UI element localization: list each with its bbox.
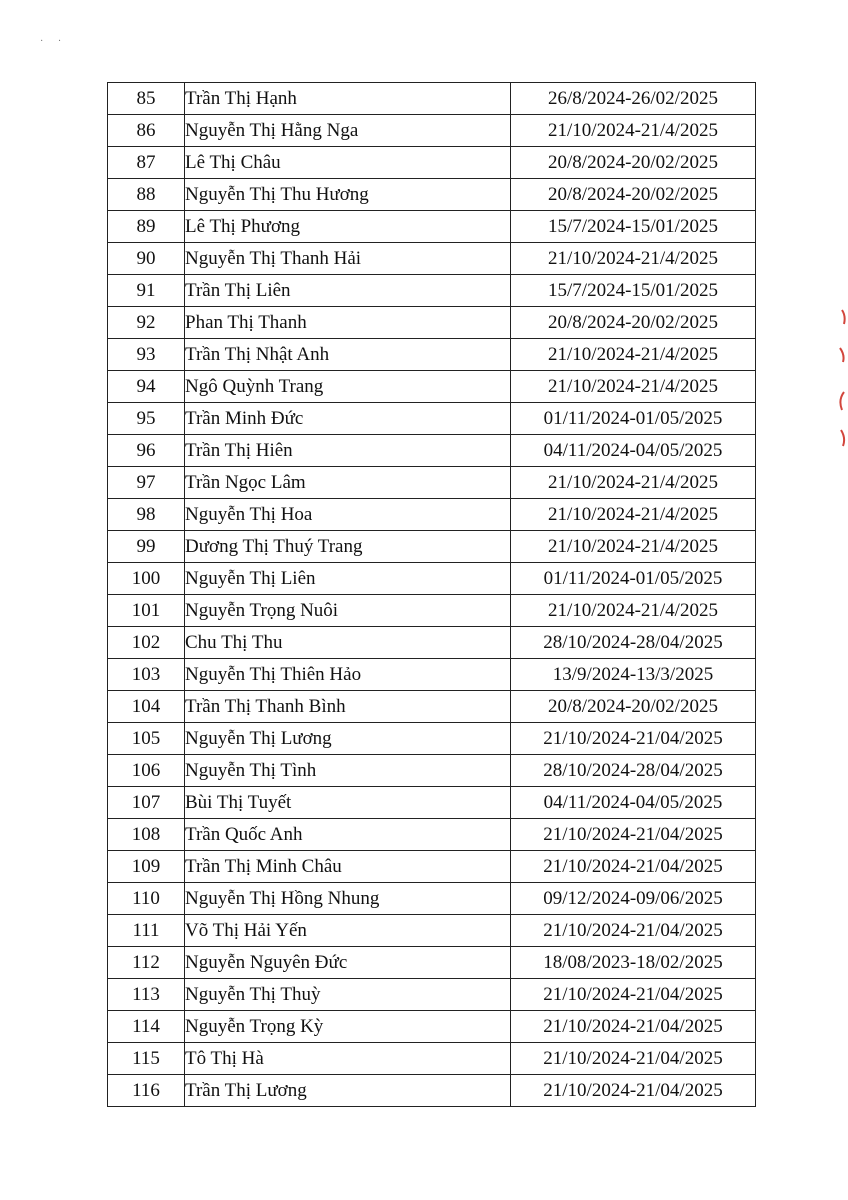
person-name: Trần Thị Thanh Bình: [185, 691, 511, 723]
table-row: [108, 787, 756, 819]
person-name: Nguyễn Nguyên Đức: [185, 947, 511, 979]
contract-period: 21/10/2024-21/04/2025: [511, 1011, 756, 1043]
contract-period: 21/10/2024-21/4/2025: [511, 531, 756, 563]
table-row: [108, 595, 756, 627]
table-row: [108, 499, 756, 531]
row-number: 88: [108, 179, 185, 211]
contract-period: 21/10/2024-21/4/2025: [511, 115, 756, 147]
row-number: 112: [108, 947, 185, 979]
contract-period: 21/10/2024-21/4/2025: [511, 243, 756, 275]
row-number: 102: [108, 627, 185, 659]
table-row: [108, 147, 756, 179]
person-name: Võ Thị Hải Yến: [185, 915, 511, 947]
table-row: [108, 211, 756, 243]
table-row: [108, 947, 756, 979]
row-number: 116: [108, 1075, 185, 1107]
person-name: Trần Thị Minh Châu: [185, 851, 511, 883]
person-name: Nguyễn Thị Liên: [185, 563, 511, 595]
contract-period: 20/8/2024-20/02/2025: [511, 691, 756, 723]
contract-period: 04/11/2024-04/05/2025: [511, 435, 756, 467]
row-number: 109: [108, 851, 185, 883]
table-row: [108, 83, 756, 115]
row-number: 87: [108, 147, 185, 179]
person-name: Nguyễn Thị Hồng Nhung: [185, 883, 511, 915]
row-number: 111: [108, 915, 185, 947]
contract-period: 18/08/2023-18/02/2025: [511, 947, 756, 979]
employee-table: [107, 82, 756, 1107]
contract-period: 01/11/2024-01/05/2025: [511, 563, 756, 595]
person-name: Trần Minh Đức: [185, 403, 511, 435]
row-number: 90: [108, 243, 185, 275]
contract-period: 28/10/2024-28/04/2025: [511, 627, 756, 659]
table-row: [108, 371, 756, 403]
table-row: [108, 915, 756, 947]
contract-period: 20/8/2024-20/02/2025: [511, 147, 756, 179]
contract-period: 21/10/2024-21/04/2025: [511, 723, 756, 755]
row-number: 86: [108, 115, 185, 147]
table-row: [108, 243, 756, 275]
table-row: [108, 979, 756, 1011]
contract-period: 21/10/2024-21/04/2025: [511, 915, 756, 947]
person-name: Nguyễn Thị Thuỳ: [185, 979, 511, 1011]
table-row: [108, 723, 756, 755]
contract-period: 26/8/2024-26/02/2025: [511, 83, 756, 115]
contract-period: 21/10/2024-21/04/2025: [511, 1075, 756, 1107]
contract-period: 21/10/2024-21/4/2025: [511, 595, 756, 627]
person-name: Nguyễn Trọng Kỳ: [185, 1011, 511, 1043]
person-name: Dương Thị Thuý Trang: [185, 531, 511, 563]
person-name: Ngô Quỳnh Trang: [185, 371, 511, 403]
person-name: Nguyễn Thị Hằng Nga: [185, 115, 511, 147]
contract-period: 28/10/2024-28/04/2025: [511, 755, 756, 787]
person-name: Nguyễn Thị Tình: [185, 755, 511, 787]
row-number: 100: [108, 563, 185, 595]
person-name: Bùi Thị Tuyết: [185, 787, 511, 819]
contract-period: 21/10/2024-21/4/2025: [511, 499, 756, 531]
table-row: [108, 851, 756, 883]
contract-period: 15/7/2024-15/01/2025: [511, 211, 756, 243]
row-number: 106: [108, 755, 185, 787]
person-name: Nguyễn Thị Thu Hương: [185, 179, 511, 211]
row-number: 99: [108, 531, 185, 563]
person-name: Lê Thị Châu: [185, 147, 511, 179]
table-row: [108, 1011, 756, 1043]
row-number: 92: [108, 307, 185, 339]
contract-period: 21/10/2024-21/04/2025: [511, 1043, 756, 1075]
table-row: [108, 275, 756, 307]
table-row: [108, 115, 756, 147]
row-number: 96: [108, 435, 185, 467]
row-number: 110: [108, 883, 185, 915]
row-number: 107: [108, 787, 185, 819]
row-number: 97: [108, 467, 185, 499]
person-name: Nguyễn Thị Lương: [185, 723, 511, 755]
person-name: Tô Thị Hà: [185, 1043, 511, 1075]
row-number: 101: [108, 595, 185, 627]
person-name: Nguyễn Thị Hoa: [185, 499, 511, 531]
row-number: 103: [108, 659, 185, 691]
red-stamp-fragment: [832, 300, 848, 460]
contract-period: 21/10/2024-21/04/2025: [511, 819, 756, 851]
row-number: 104: [108, 691, 185, 723]
person-name: Nguyễn Thị Thiên Hảo: [185, 659, 511, 691]
table-row: [108, 1043, 756, 1075]
contract-period: 01/11/2024-01/05/2025: [511, 403, 756, 435]
person-name: Nguyễn Trọng Nuôi: [185, 595, 511, 627]
contract-period: 21/10/2024-21/04/2025: [511, 851, 756, 883]
contract-period: 09/12/2024-09/06/2025: [511, 883, 756, 915]
row-number: 85: [108, 83, 185, 115]
table-row: [108, 659, 756, 691]
row-number: 113: [108, 979, 185, 1011]
row-number: 95: [108, 403, 185, 435]
contract-period: 13/9/2024-13/3/2025: [511, 659, 756, 691]
table-row: [108, 755, 756, 787]
contract-period: 21/10/2024-21/4/2025: [511, 339, 756, 371]
person-name: Trần Thị Liên: [185, 275, 511, 307]
person-name: Trần Ngọc Lâm: [185, 467, 511, 499]
row-number: 93: [108, 339, 185, 371]
row-number: 98: [108, 499, 185, 531]
person-name: Nguyễn Thị Thanh Hải: [185, 243, 511, 275]
table-row: [108, 531, 756, 563]
table-row: [108, 883, 756, 915]
contract-period: 21/10/2024-21/4/2025: [511, 467, 756, 499]
contract-period: 20/8/2024-20/02/2025: [511, 307, 756, 339]
row-number: 105: [108, 723, 185, 755]
contract-period: 15/7/2024-15/01/2025: [511, 275, 756, 307]
table-body: [108, 83, 756, 1107]
contract-period: 21/10/2024-21/04/2025: [511, 979, 756, 1011]
scan-mark: · ·: [40, 36, 68, 47]
contract-period: 20/8/2024-20/02/2025: [511, 179, 756, 211]
person-name: Phan Thị Thanh: [185, 307, 511, 339]
table-row: [108, 819, 756, 851]
table-row: [108, 435, 756, 467]
table-row: [108, 467, 756, 499]
table-row: [108, 339, 756, 371]
row-number: 115: [108, 1043, 185, 1075]
row-number: 91: [108, 275, 185, 307]
person-name: Trần Thị Hạnh: [185, 83, 511, 115]
person-name: Trần Thị Lương: [185, 1075, 511, 1107]
person-name: Chu Thị Thu: [185, 627, 511, 659]
table-row: [108, 691, 756, 723]
person-name: Trần Quốc Anh: [185, 819, 511, 851]
contract-period: 04/11/2024-04/05/2025: [511, 787, 756, 819]
row-number: 89: [108, 211, 185, 243]
table-row: [108, 179, 756, 211]
table-row: [108, 1075, 756, 1107]
table-row: [108, 563, 756, 595]
table-row: [108, 403, 756, 435]
row-number: 114: [108, 1011, 185, 1043]
row-number: 108: [108, 819, 185, 851]
person-name: Trần Thị Nhật Anh: [185, 339, 511, 371]
contract-period: 21/10/2024-21/4/2025: [511, 371, 756, 403]
table-row: [108, 627, 756, 659]
person-name: Lê Thị Phương: [185, 211, 511, 243]
table-row: [108, 307, 756, 339]
person-name: Trần Thị Hiên: [185, 435, 511, 467]
row-number: 94: [108, 371, 185, 403]
